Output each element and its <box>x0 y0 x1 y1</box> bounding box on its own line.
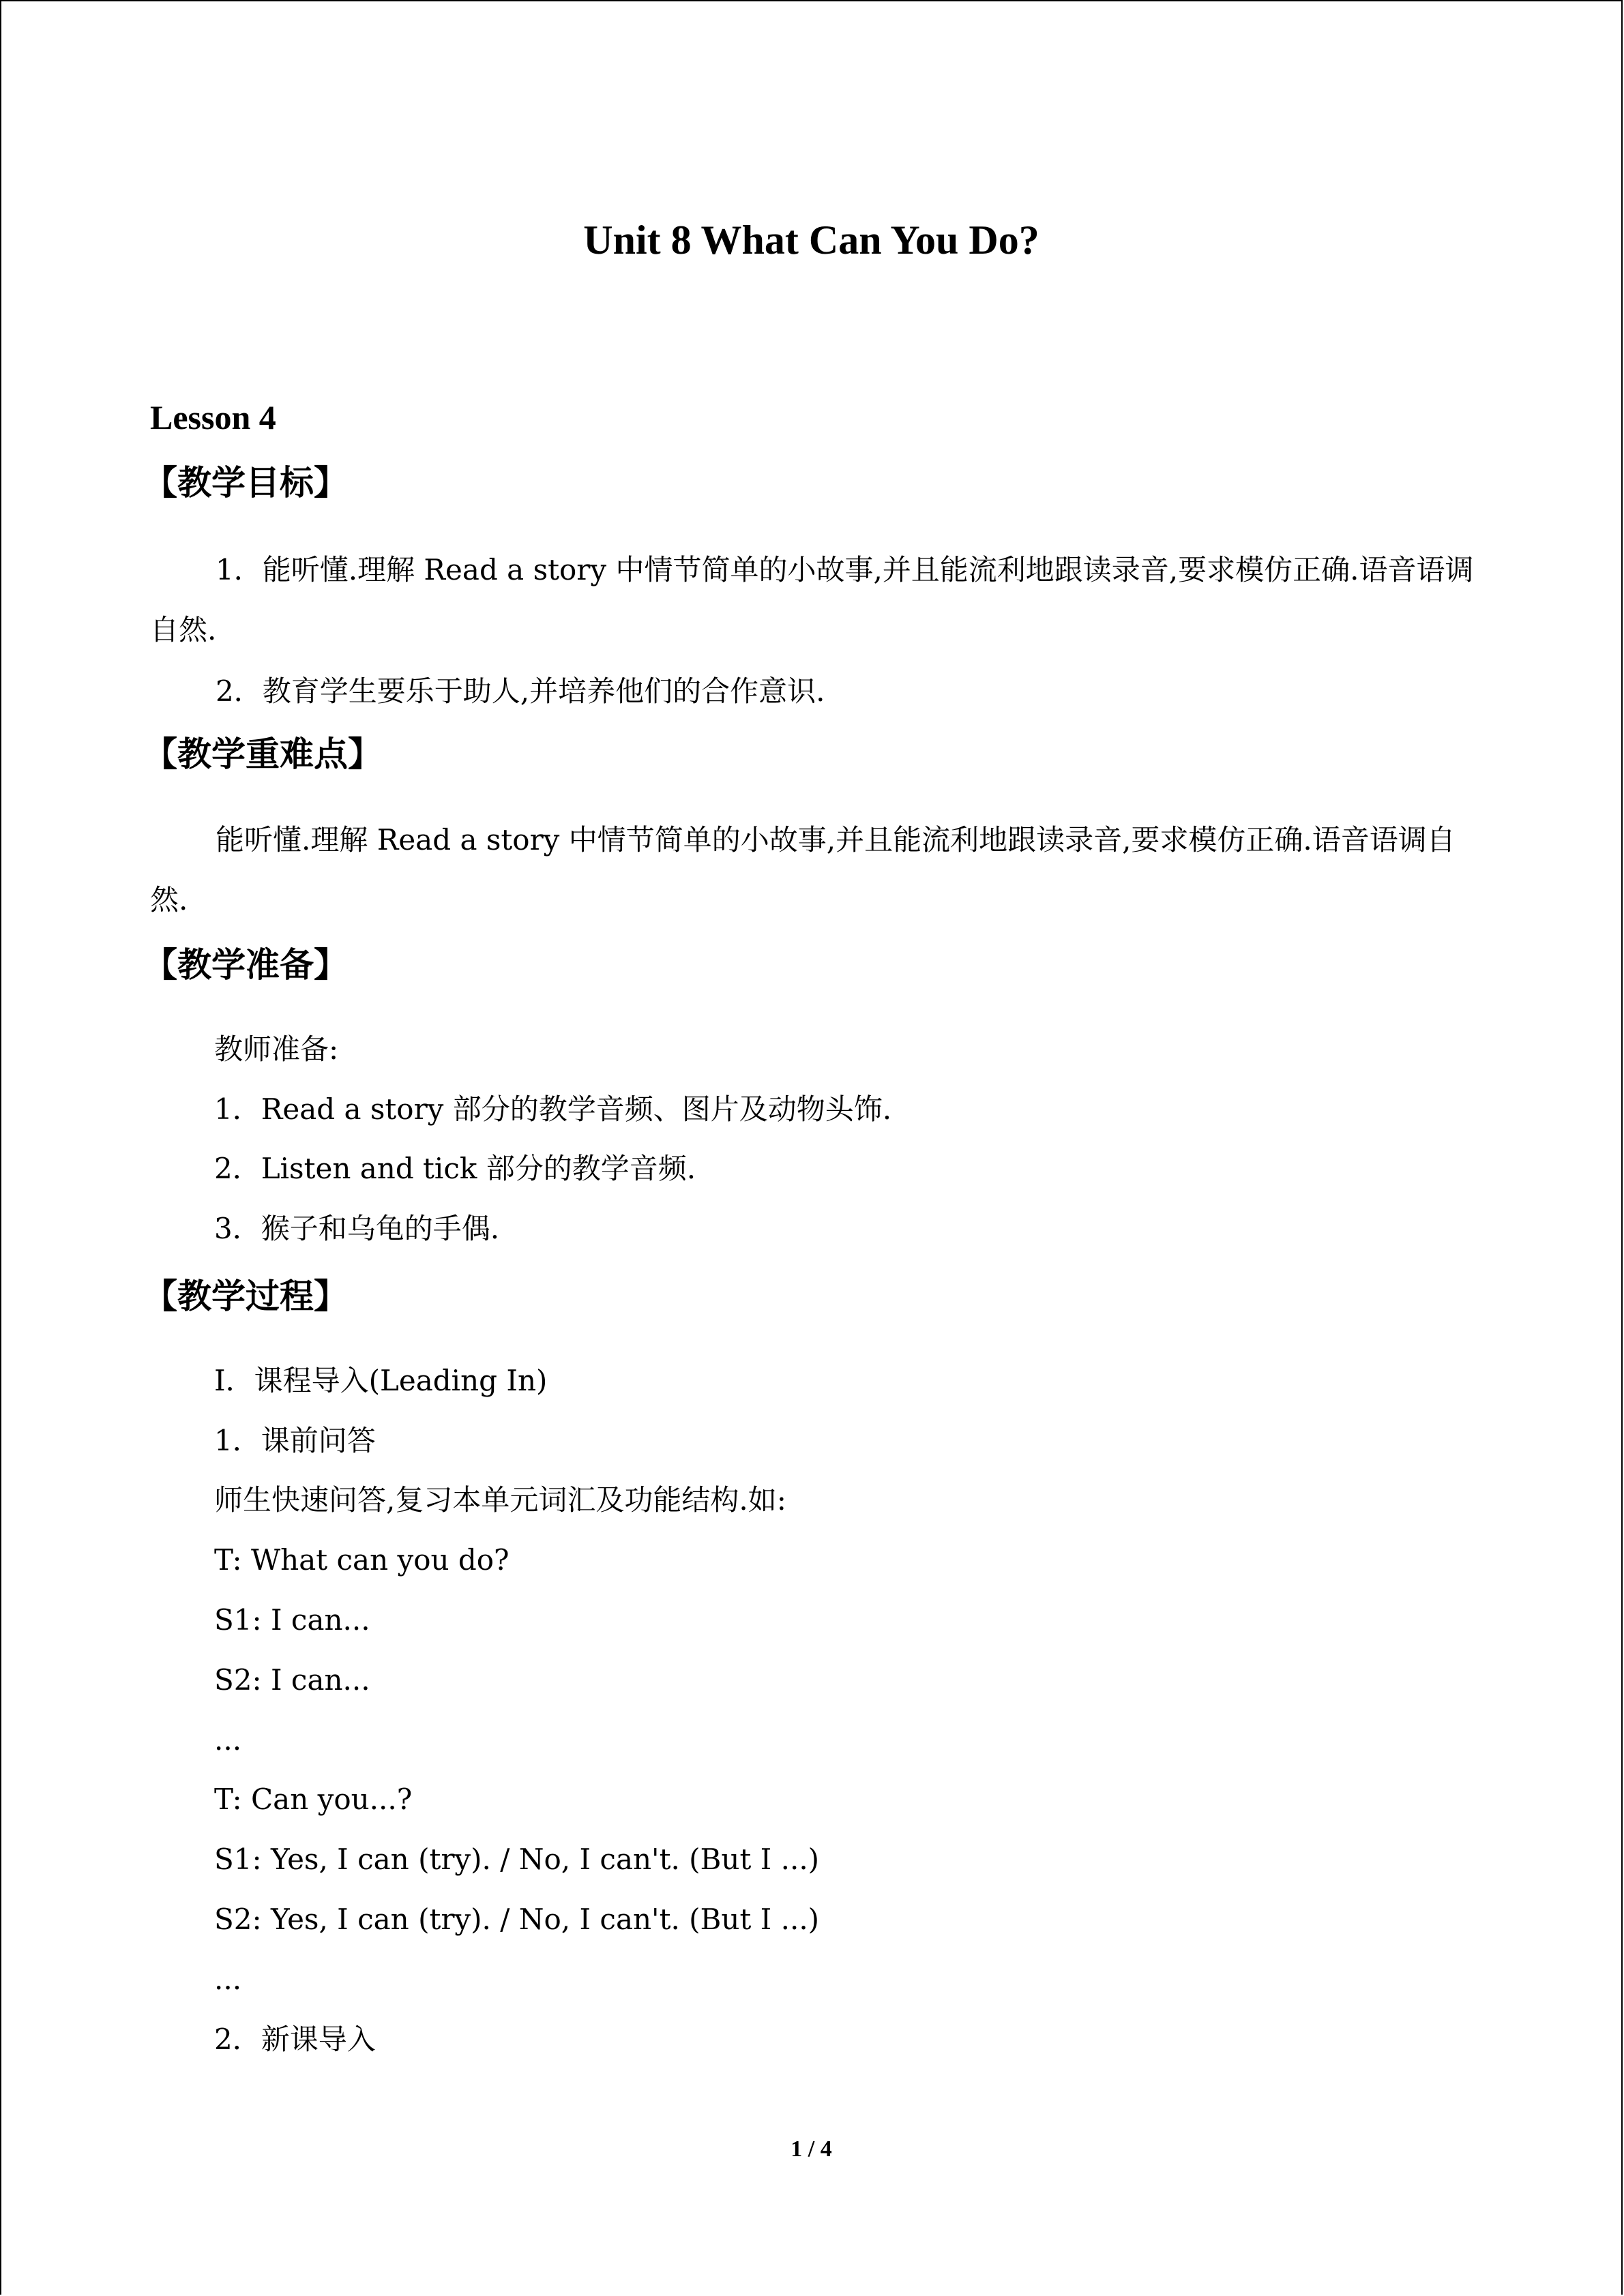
preparation-item-1: 1．Read a story 部分的教学音频、图片及动物头饰. <box>214 1092 892 1126</box>
process-line-5: S1: I can... <box>214 1603 370 1637</box>
objective-item-2: 2．教育学生要乐于助人,并培养他们的合作意识. <box>216 674 825 708</box>
process-heading: 【教学过程】 <box>143 1277 348 1316</box>
page-number: 1 / 4 <box>791 2136 832 2162</box>
preparation-intro: 教师准备: <box>214 1032 339 1066</box>
process-line-10: S2: Yes, I can (try). / No, I can't. (But I ...) <box>214 1903 820 1936</box>
process-line-1: Ⅰ．课程导入(Leading In) <box>214 1364 548 1397</box>
process-line-8: T: Can you...? <box>214 1783 413 1816</box>
lesson-label: Lesson 4 <box>150 398 276 436</box>
process-line-9: S1: Yes, I can (try). / No, I can't. (But I ...) <box>214 1843 820 1876</box>
process-line-12: 2．新课导入 <box>214 2023 376 2056</box>
preparation-item-3: 3．猴子和乌龟的手偶. <box>214 1212 500 1245</box>
objective-item-1: 1．能听懂.理解 Read a story 中情节简单的小故事,并且能流利地跟读录音,要求模仿正确.语音语调自然. <box>150 553 1474 646</box>
process-line-3: 师生快速问答,复习本单元词汇及功能结构.如: <box>214 1483 786 1517</box>
process-line-4: T: What can you do? <box>214 1543 510 1577</box>
preparation-item-2: 2．Listen and tick 部分的教学音频. <box>214 1152 696 1185</box>
key-points-text: 能听懂.理解 Read a story 中情节简单的小故事,并且能流利地跟读录音,要求模仿正确.语音语调自然. <box>150 823 1456 916</box>
document-title: Unit 8 What Can You Do? <box>583 218 1039 263</box>
key-points-heading: 【教学重难点】 <box>143 734 382 774</box>
process-line-7: ... <box>214 1723 242 1757</box>
preparation-heading: 【教学准备】 <box>143 945 348 985</box>
process-line-2: 1．课前问答 <box>214 1424 376 1457</box>
process-line-6: S2: I can... <box>214 1663 370 1697</box>
objectives-heading: 【教学目标】 <box>143 463 348 503</box>
process-line-11: ... <box>214 1963 242 1996</box>
